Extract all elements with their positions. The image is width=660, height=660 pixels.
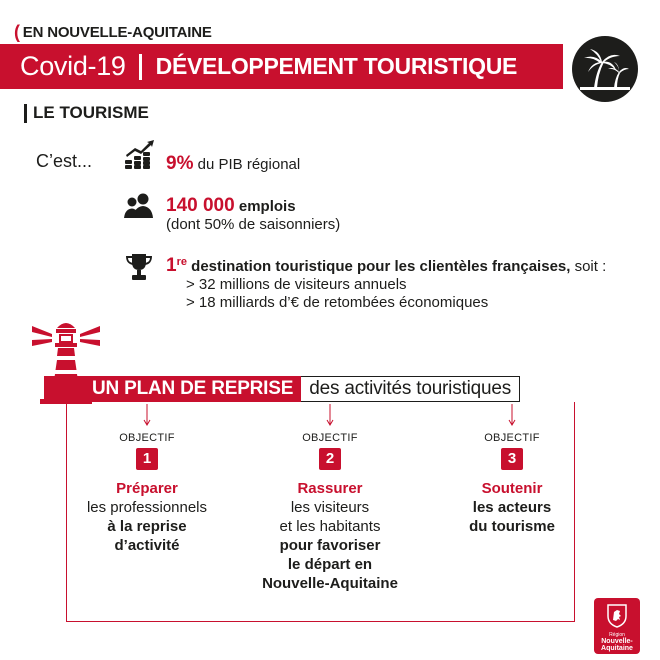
objective-line: pour favoriser [279,537,381,554]
objective-head: Rassurer [297,480,363,497]
lion-emblem-icon [607,604,627,628]
stat-destination-rank: 1 [166,255,177,276]
region-tag [14,22,212,43]
palm-tree-icon [572,36,638,102]
objective-head: Préparer [116,480,178,497]
objective-line: d’activité [114,537,180,554]
objective-label: OBJECTIF [484,432,540,444]
plan-highlight: UN PLAN DE REPRISE [44,376,301,402]
logo-small: Région [609,632,625,638]
logo-name-2: Aquitaine [601,645,633,652]
stat-destination-line1: > 32 millions de visiteurs annuels [186,276,407,293]
arrow-down-icon [508,404,516,426]
arrow-down-icon [326,404,334,426]
stat-destination-sup: re [176,256,187,268]
trophy-icon [125,253,153,286]
objective-number: 2 [319,448,341,470]
objective-line: le départ en [287,556,373,573]
region-tag-label: EN NOUVELLE-AQUITAINE [22,24,212,41]
section-title [24,103,149,123]
logo-name-1: Nouvelle- [601,638,633,645]
section-title-label: LE TOURISME [33,103,149,122]
objective-label: OBJECTIF [119,432,175,444]
objective-line: les visiteurs [290,499,370,516]
bracket-icon: ( [14,22,20,42]
stat-pib [166,155,300,174]
objective-line: les acteurs [472,499,552,516]
stat-emplois-value: 140 000 [166,195,235,216]
objective-line: Nouvelle-Aquitaine [262,575,398,592]
stat-destination-line2: > 18 milliards d’€ de retombées économiques [186,294,489,311]
title-banner [0,44,563,89]
objective-2 [240,404,420,593]
region-logo [594,598,640,654]
stat-emplois [166,197,340,234]
section-title-bar [24,104,27,123]
objective-line: les professionnels [86,499,208,516]
objective-line: et les habitants [279,518,381,535]
objective-line: du tourisme [469,518,555,535]
objective-3 [422,404,602,536]
objective-number: 3 [501,448,523,470]
stat-destination [166,253,606,312]
intro-text: C’est... [36,151,93,171]
objective-1 [57,404,237,555]
stat-destination-bold: destination touristique pour les clientèles françaises, [186,258,571,275]
stat-pib-text: du PIB régional [193,156,301,173]
objective-label: OBJECTIF [302,432,358,444]
arrow-down-icon [143,404,151,426]
plan-title [44,376,520,402]
stat-destination-tail: soit : [570,258,607,275]
banner-covid: Covid-19 [20,51,126,81]
stat-pib-value: 9% [166,153,194,174]
people-icon [123,193,155,224]
plan-rest: des activités touristiques [301,376,520,402]
objective-number: 1 [136,448,158,470]
stat-emplois-text: emplois [234,198,296,215]
objective-line: à la reprise [107,518,187,535]
banner-title: DÉVELOPPEMENT TOURISTIQUE [155,53,518,79]
objective-head: Soutenir [481,480,543,497]
stat-emplois-sub: (dont 50% de saisonniers) [166,216,341,233]
banner-separator [139,54,142,80]
growth-chart-icon [123,140,155,175]
